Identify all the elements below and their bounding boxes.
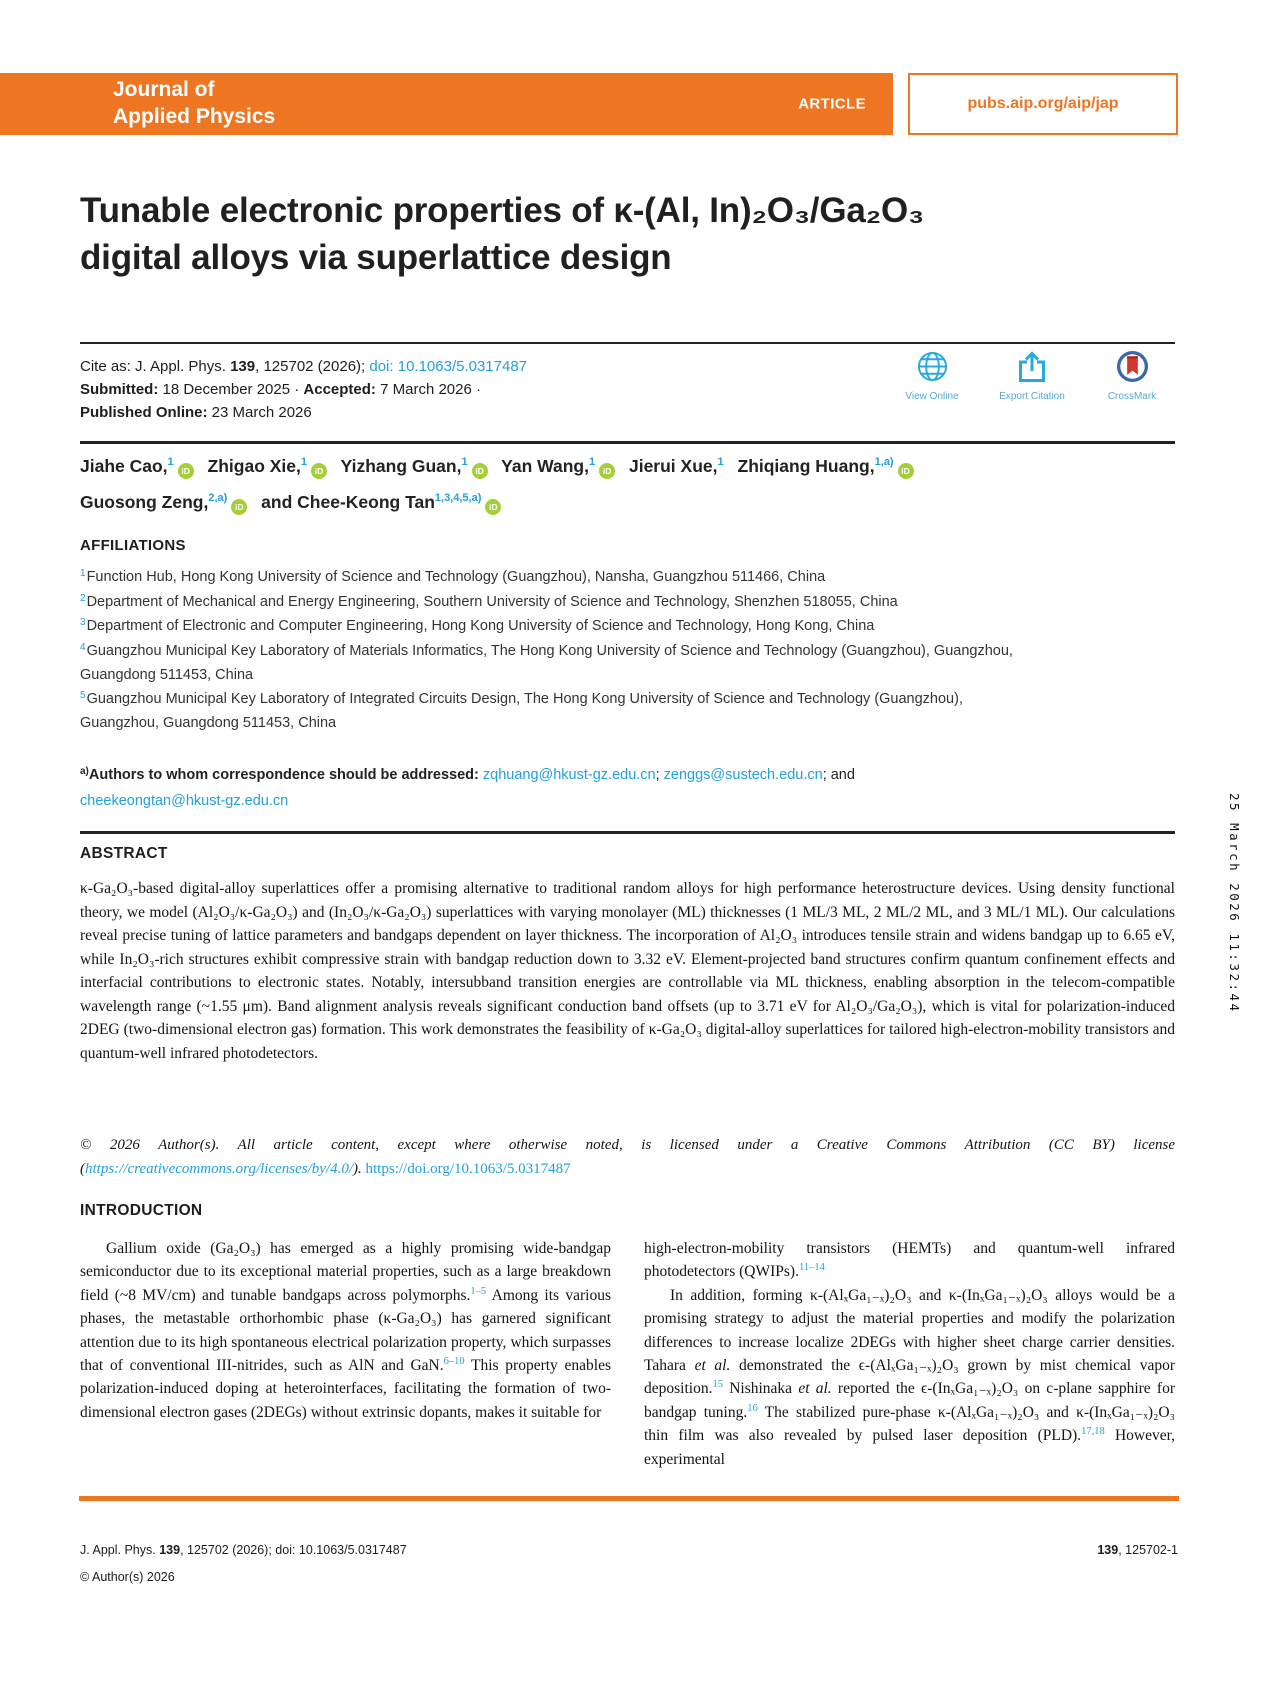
article-title-line1: Tunable electronic properties of κ-(Al, In)₂O₃/Ga₂O₃ <box>80 191 924 230</box>
journal-name <box>113 77 275 131</box>
export-citation-button[interactable] <box>986 350 1078 402</box>
affiliation-item: $^5$Guangzhou Municipal Key Laboratory of Integrated Circuits Design, The Hong Kong University of Science and Technology (Guangzhou), Guangzhou, Guangdong 511453, China <box>80 689 963 731</box>
orcid-icon[interactable]: iD <box>472 463 488 479</box>
author-line-1 <box>80 450 1175 486</box>
affiliations-heading: AFFILIATIONS <box>80 537 186 554</box>
affiliations-list <box>80 566 1035 736</box>
crossmark-icon[interactable] <box>1116 370 1149 387</box>
author: and Chee-Keong Tan$^{1,3,4,5,a)}$iD <box>261 492 501 512</box>
reference-link[interactable]: 17,18 <box>1081 1426 1105 1438</box>
body-columns <box>80 1237 1175 1471</box>
reference-link[interactable]: 1–5 <box>470 1285 487 1297</box>
article-type-label: ARTICLE <box>798 95 866 113</box>
author: Zhiqiang Huang,$^{1,a)}$iD <box>738 456 914 476</box>
orcid-icon[interactable]: iD <box>898 463 914 479</box>
orcid-icon[interactable]: iD <box>599 463 615 479</box>
published-line: Published Online: 23 March 2026 <box>80 404 312 421</box>
crossmark-button[interactable] <box>1086 350 1178 402</box>
article-title-line2: digital alloys via superlattice design <box>80 237 672 277</box>
orcid-icon[interactable]: iD <box>178 463 194 479</box>
footer-accent-bar <box>79 1496 1179 1501</box>
author-list <box>80 450 1175 522</box>
author: Yan Wang,$^1$iD <box>501 456 615 476</box>
author-line-2 <box>80 486 1175 522</box>
author: Yizhang Guan,$^1$iD <box>341 456 488 476</box>
article-title <box>80 188 1140 282</box>
export-icon[interactable] <box>1017 370 1047 387</box>
abstract-heading: ABSTRACT <box>80 845 168 862</box>
intro-paragraph: high-electron-mobility transistors (HEMTs) and quantum-well infrared photodetectors (QWIPs).$^{11-14}$ <box>644 1240 1175 1281</box>
email-link[interactable]: cheekeongtan@hkust-gz.edu.cn <box>80 793 289 809</box>
intro-paragraph: In addition, forming κ-(AlₓGa₁₋ₓ)₂O₃ and κ-(InₓGa₁₋ₓ)₂O₃ alloys would be a promising strategy to adjust the material properties and modify the polarization differences to increase localize 2DEGs with higher sheet charge carrier densities. Tahara et al. demonstrated the ϵ-(AlₓGa₁₋ₓ)₂O₃ grown by mist chemical vapor deposition.$^{15}$ Nishinaka et al. reported the ϵ-(InₓGa₁₋ₓ)₂O₃ on c-plane sapphire for bandgap tuning.$^{16}$ The stabilized pure-phase κ-(AlₓGa₁₋ₓ)₂O₃ and κ-(InₓGa₁₋ₓ)₂O₃ thin film was also revealed by pulsed laser deposition (PLD).$^{17,18}$ However, experimental <box>644 1286 1176 1468</box>
crossmark-label: CrossMark <box>1107 391 1157 402</box>
author: Jierui Xue,$^1$ <box>628 456 724 476</box>
reference-link[interactable]: 6–10 <box>443 1356 465 1368</box>
page-footer <box>80 1543 1178 1584</box>
divider-above-abstract <box>80 831 1175 834</box>
divider-above-authors <box>80 441 1175 444</box>
author: Zhigao Xie,$^1$iD <box>208 456 327 476</box>
doi-link[interactable]: doi: 10.1063/5.0317487 <box>369 358 528 375</box>
divider-above-citation <box>80 342 1175 344</box>
reference-link[interactable]: 11–14 <box>798 1262 825 1274</box>
email-link[interactable]: zqhuang@hkust-gz.edu.cn <box>482 767 656 783</box>
affiliation-item: $^4$Guangzhou Municipal Key Laboratory of Materials Informatics, The Hong Kong University of Science and Technology (Guangzhou), Guangzhou, Guangdong 511453, China <box>80 641 1013 683</box>
right-column <box>644 1237 1175 1471</box>
journal-name-line1: Journal of <box>113 78 215 102</box>
affiliation-item: $^1$Function Hub, Hong Kong University of Science and Technology (Guangzhou), Nansha, Guangzhou 511466, China <box>80 568 826 585</box>
left-column <box>80 1237 611 1471</box>
abstract-body: κ-Ga₂O₃-based digital-alloy superlattices offer a promising alternative to traditional random alloys for high performance heterostructure devices. Using density functional theory, we model (Al₂O₃/κ-Ga₂O₃) and (In₂O₃/κ-Ga₂O₃) superlattices with varying monolayer (ML) thicknesses (1 ML/3 ML, 2 ML/2 ML, and 3 ML/1 ML). Our calculations reveal precise tuning of lattice parameters and bandgaps dependent on layer thickness. The incorporation of Al₂O₃ introduces tensile strain and widens bandgap up to 6.65 eV, while In₂O₃-rich structures exhibit compressive strain with bandgap reduction down to 3.32 eV. Element-projected band structures confirm quantum confinement effects and interfacial contributions to electronic states. Notably, intersubband transition energies are controllable via ML thickness, enabling absorption in the telecom-compatible wavelength range (~1.55 μm). Band alignment analysis reveals significant conduction band offsets (up to 3.71 eV for Al₂O₃/Ga₂O₃), which is vital for polarization-induced 2DEG (two-dimensional electron gas) formation. This work demonstrates the feasibility of κ-Ga₂O₃ digital-alloy superlattices for tailored high-electron-mobility transistors and quantum-well infrared photodetectors. <box>80 880 1175 1062</box>
article-actions <box>886 350 1178 402</box>
author: Jiahe Cao,$^1$iD <box>80 456 194 476</box>
citation-block <box>80 355 527 424</box>
view-online-button[interactable] <box>886 350 978 402</box>
journal-url[interactable]: pubs.aip.org/aip/jap <box>967 95 1119 112</box>
orcid-icon[interactable]: iD <box>485 499 501 515</box>
introduction-heading: INTRODUCTION <box>80 1202 203 1219</box>
affiliation-item: $^3$Department of Electronic and Computer Engineering, Hong Kong University of Science and Technology, Hong Kong, China <box>80 617 875 634</box>
footer-page-number: 139, 125702-1 <box>1097 1543 1178 1557</box>
orcid-icon[interactable]: iD <box>231 499 247 515</box>
globe-icon[interactable] <box>916 370 949 387</box>
submitted-accepted-line: Submitted: 18 December 2025 · Accepted: 7 March 2026 · <box>80 381 481 398</box>
journal-url-box[interactable] <box>908 73 1178 135</box>
journal-name-line2: Applied Physics <box>113 105 276 128</box>
view-online-label: View Online <box>905 391 959 402</box>
reference-link[interactable]: 16 <box>747 1402 758 1414</box>
doi-url-link[interactable]: https://doi.org/10.1063/5.0317487 <box>365 1161 571 1177</box>
affiliation-item: $^2$Department of Mechanical and Energy Engineering, Southern University of Science and Technology, Shenzhen 518055, China <box>80 592 898 610</box>
license-note: © 2026 Author(s). All article content, except where otherwise noted, is licensed under a Creative Commons Attribution (CC BY) license (https://creativecommons.org/licenses/by/4.0/). https://doi.org/10.1063/5.0317487 <box>80 1137 1175 1177</box>
cite-as-line: Cite as: J. Appl. Phys. 139, 125702 (2026); doi: 10.1063/5.0317487 <box>80 358 528 375</box>
volume-number: 139 <box>230 358 256 375</box>
footer-copyright: © Author(s) 2026 <box>80 1570 175 1584</box>
download-timestamp: 25 March 2026 11:32:44 <box>1227 793 1242 1014</box>
author: Guosong Zeng,$^{2,a)}$iD <box>80 492 247 512</box>
journal-header-bar <box>0 73 893 135</box>
correspondence-note: $^{a)}$Authors to whom correspondence should be addressed: zqhuang@hkust-gz.edu.cn; zenggs@sustech.edu.cn; and cheekeongtan@hkust-gz.edu.cn <box>80 766 855 809</box>
reference-link[interactable]: 15 <box>712 1379 723 1391</box>
footer-citation: J. Appl. Phys. 139, 125702 (2026); doi: 10.1063/5.0317487 <box>80 1543 407 1557</box>
email-link[interactable]: zenggs@sustech.edu.cn <box>663 767 823 783</box>
intro-paragraph: Gallium oxide (Ga₂O₃) has emerged as a highly promising wide-bandgap semiconductor due to its exceptional material properties, such as a large breakdown field (~8 MV/cm) and tunable bandgaps across polymorphs.$^{1-5}$ Among its various phases, the metastable orthorhombic phase (κ-Ga₂O₃) has garnered significant attention due to its high spontaneous electrical polarization property, which surpasses that of conventional III-nitrides, such as AlN and GaN.$^{6-10}$ This property enables polarization-induced doping at heterointerfaces, facilitating the formation of two-dimensional electron gases (2DEGs) without extrinsic dopants, makes it suitable for <box>80 1240 612 1421</box>
export-citation-label: Export Citation <box>999 391 1065 402</box>
cc-by-link[interactable]: https://creativecommons.org/licenses/by/4.0/ <box>85 1161 354 1177</box>
orcid-icon[interactable]: iD <box>311 463 327 479</box>
